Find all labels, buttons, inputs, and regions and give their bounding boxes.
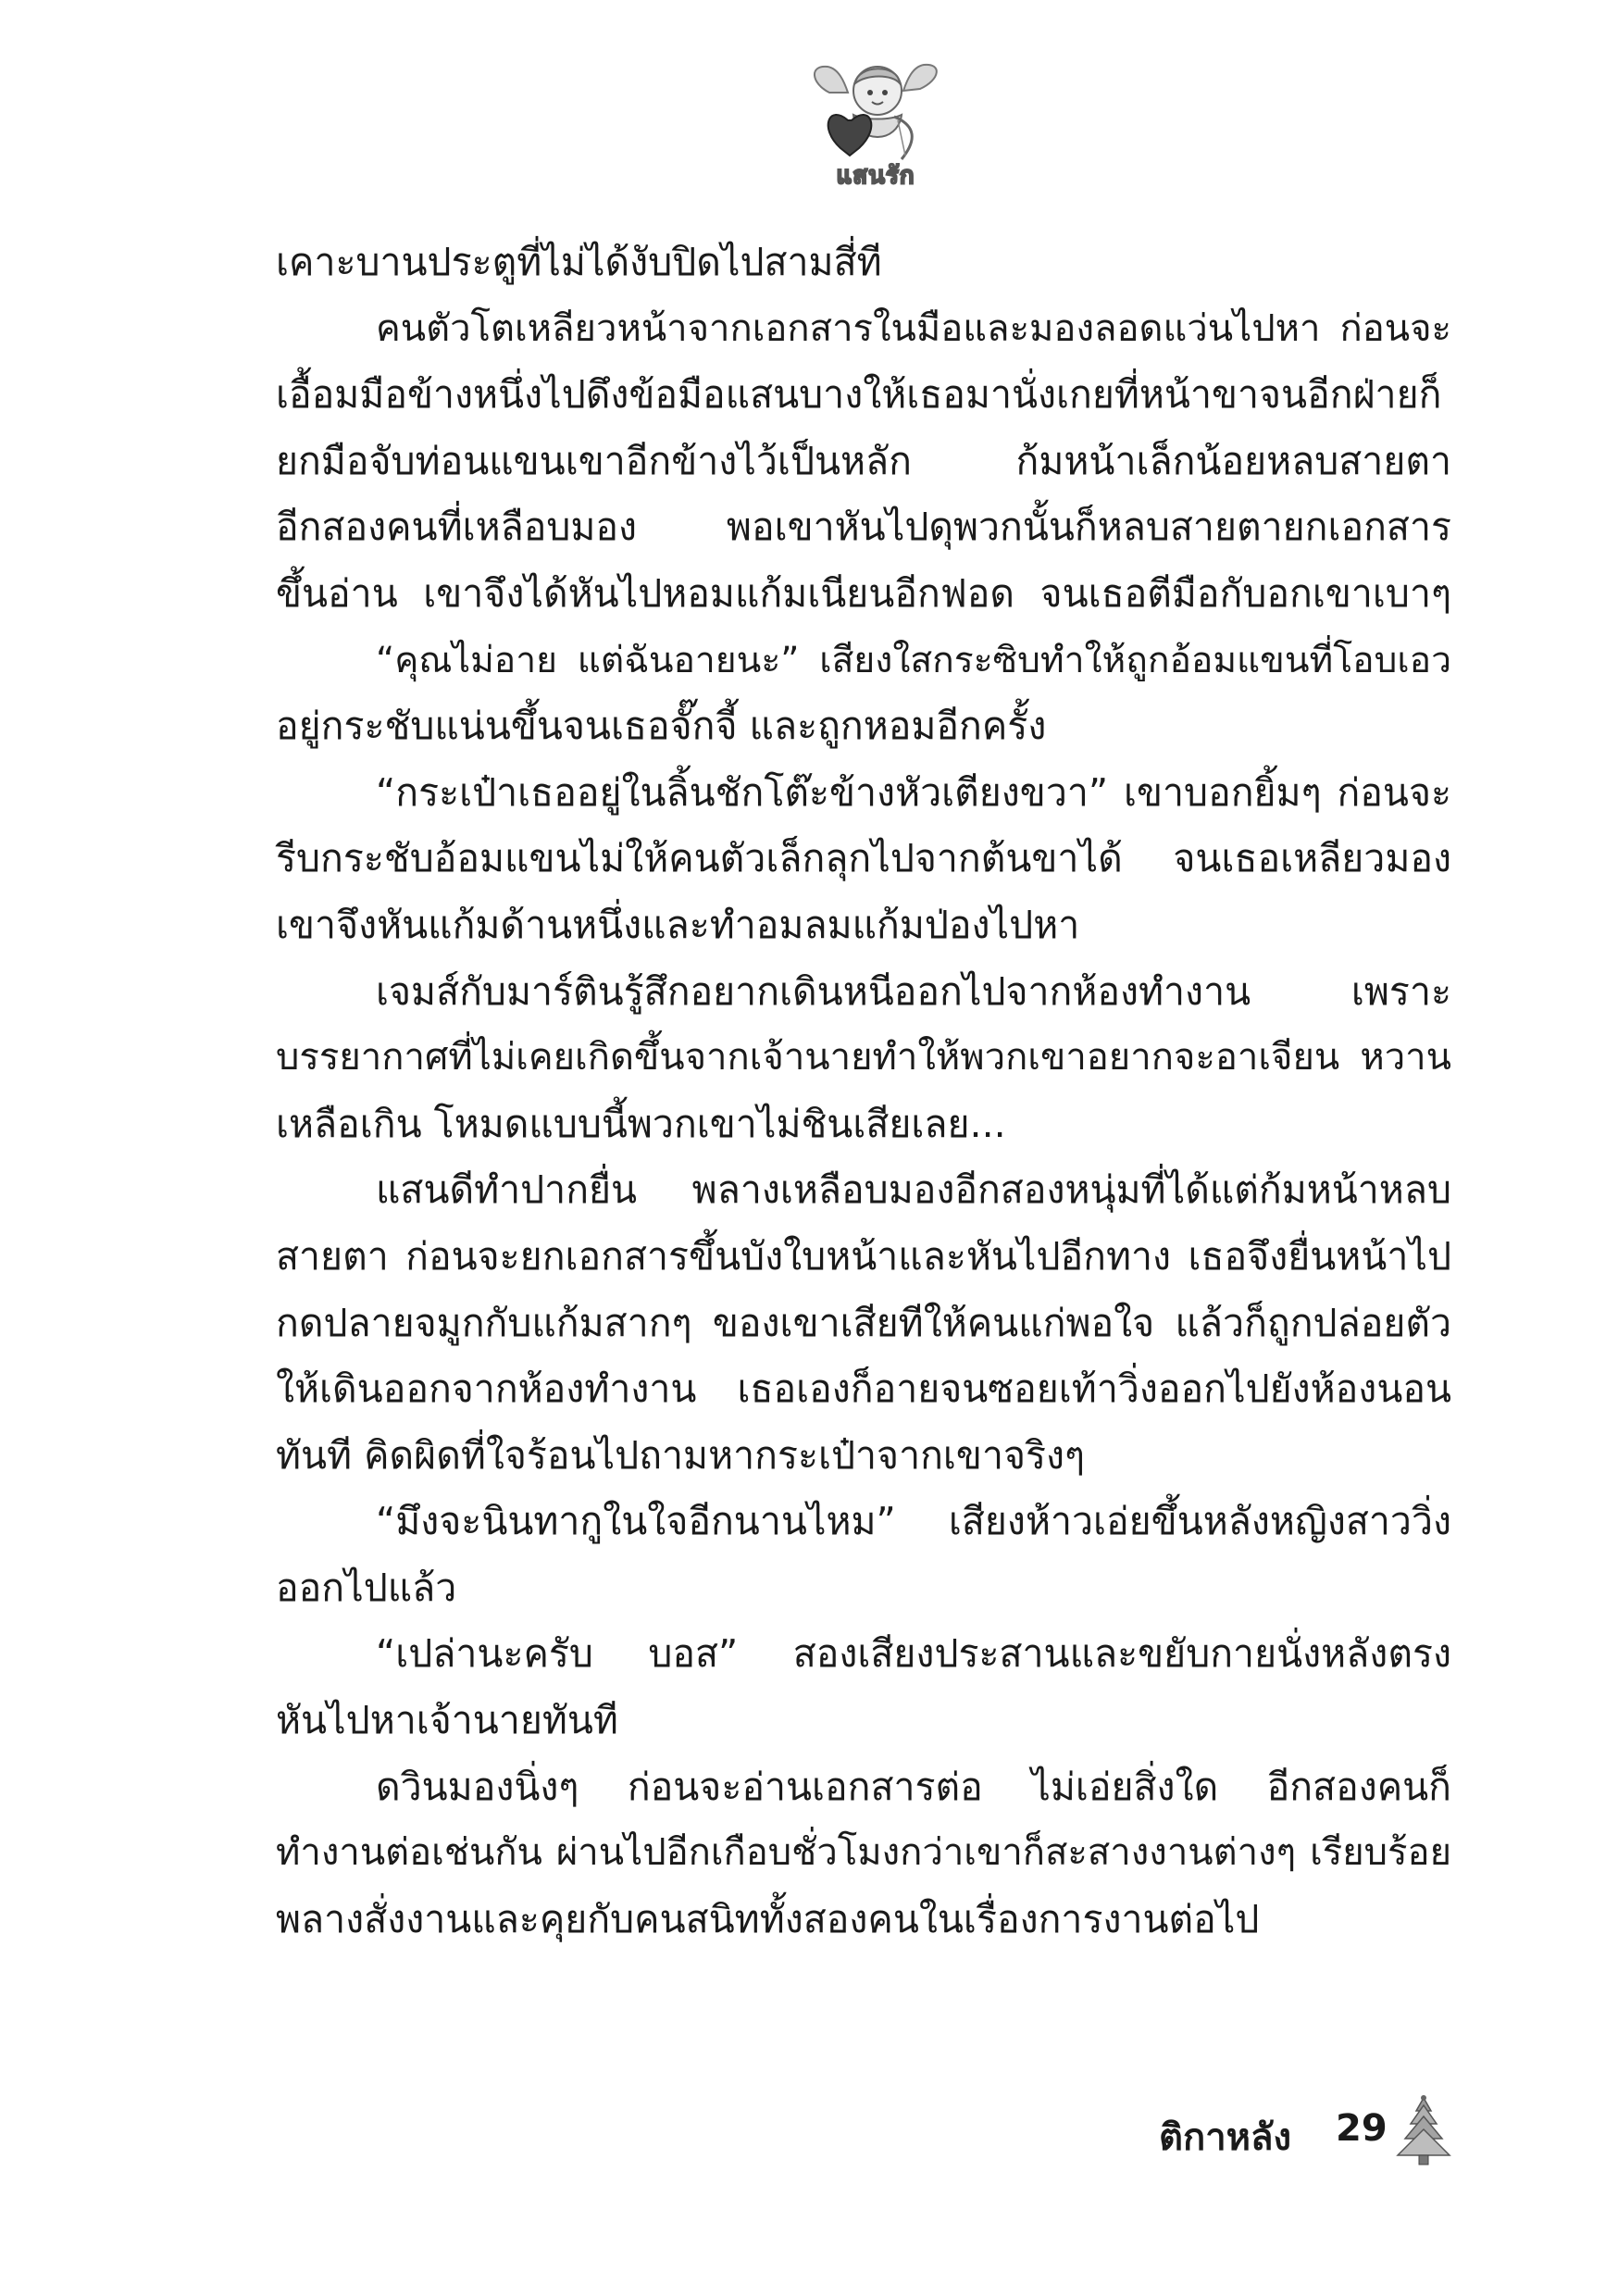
text-line: เอื้อมมือข้างหนึ่งไปดึงข้อมือแสนบางให้เธอมานั่งเกยที่หน้าขาจนอีกฝ่ายก็ xyxy=(276,372,1442,418)
text-line: รีบกระชับอ้อมแขนไม่ให้คนตัวเล็กลุกไปจากต้นขาได้ จนเธอเหลียวมอง xyxy=(276,836,1451,881)
text-line: ออกไปแล้ว xyxy=(276,1565,457,1610)
page-footer xyxy=(1111,2094,1481,2177)
text-line: ยกมือจับท่อนแขนเขาอีกข้างไว้เป็นหลัก ก้มหน้าเล็กน้อยหลบสายตา xyxy=(276,438,1451,483)
text-line: อีกสองคนที่เหลือบมอง พอเขาหันไปดุพวกนั้นก็หลบสายตายกเอกสาร xyxy=(276,505,1451,550)
text-line: กดปลายจมูกกับแก้มสากๆ ของเขาเสียทีให้คนแก่พอใจ แล้วก็ถูกปล่อยตัว xyxy=(276,1300,1451,1345)
book-title: ติกาหลัง xyxy=(1159,2116,1292,2159)
publisher-logo xyxy=(802,56,950,194)
text-line: เจมส์กับมาร์ตินรู้สึกอยากเดินหนีออกไปจากห้องทำงาน เพราะ xyxy=(376,968,1451,1014)
text-line: ให้เดินออกจากห้องทำงาน เธอเองก็อายจนซอยเท้าวิ่งออกไปยังห้องนอน xyxy=(276,1366,1451,1412)
text-line: ทำงานต่อเช่นกัน ผ่านไปอีกเกือบชั่วโมงกว่าเขาก็สะสางงานต่างๆ เรียบร้อย xyxy=(276,1831,1451,1875)
text-line: “คุณไม่อาย แต่ฉันอายนะ” เสียงใสกระซิบทำให้ถูกอ้อมแขนที่โอบเอว xyxy=(376,639,1451,681)
cupid-heart-icon xyxy=(802,56,950,171)
text-line: หันไปหาเจ้านายทันที xyxy=(276,1698,618,1743)
text-line: เขาจึงหันแก้มด้านหนึ่งและทำอมลมแก้มป่องไปหา xyxy=(276,902,1080,947)
body-text xyxy=(276,230,1451,1953)
text-line: บรรยากาศที่ไม่เคยเกิดขึ้นจากเจ้านายทำให้พวกเขาอยากจะอาเจียน หวาน xyxy=(276,1036,1451,1079)
text-line: แสนดีทำปากยื่น พลางเหลือบมองอีกสองหนุ่มที่ได้แต่ก้มหน้าหลบ xyxy=(376,1167,1451,1213)
text-line: คนตัวโตเหลียวหน้าจากเอกสารในมือและมองลอดแว่นไปหา ก่อนจะ xyxy=(376,306,1451,350)
text-line: “มึงจะนินทากูในใจอีกนานไหม” เสียงห้าวเอ่ยขึ้นหลังหญิงสาววิ่ง xyxy=(376,1499,1451,1544)
text-line: อยู่กระชับแน่นขึ้นจนเธอจั๊กจี้ และถูกหอมอีกครั้ง xyxy=(276,704,1047,749)
page-number: 29 xyxy=(1336,2107,1388,2150)
text-line: พลางสั่งงานและคุยกับคนสนิททั้งสองคนในเรื่องการงานต่อไป xyxy=(276,1896,1260,1941)
text-line: เหลือเกิน โหมดแบบนี้พวกเขาไม่ชินเสียเลย... xyxy=(276,1101,1006,1146)
text-line: ดวินมองนิ่งๆ ก่อนจะอ่านเอกสารต่อ ไม่เอ่ยสิ่งใด อีกสองคนก็ xyxy=(376,1764,1451,1809)
text-line: “เปล่านะครับ บอส” สองเสียงประสานและขยับกายนั่งหลังตรง xyxy=(376,1631,1451,1677)
text-line: “กระเป๋าเธออยู่ในลิ้นชักโต๊ะข้างหัวเตียงขวา” เขาบอกยิ้มๆ ก่อนจะ xyxy=(376,769,1451,815)
text-line: ขึ้นอ่าน เขาจึงได้หันไปหอมแก้มเนียนอีกฟอด จนเธอตีมือกับอกเขาเบาๆ xyxy=(276,570,1451,616)
text-line: เคาะบานประตูที่ไม่ได้งับปิดไปสามสี่ที xyxy=(276,240,882,284)
text-line: สายตา ก่อนจะยกเอกสารขึ้นบังใบหน้าและหันไปอีกทาง เธอจึงยื่นหน้าไป xyxy=(276,1233,1451,1279)
christmas-tree-icon xyxy=(1394,2094,1453,2168)
text-line: ทันที คิดผิดที่ใจร้อนไปถามหากระเป๋าจากเขาจริงๆ xyxy=(276,1432,1086,1478)
logo-text: แสนรัก xyxy=(836,162,915,190)
